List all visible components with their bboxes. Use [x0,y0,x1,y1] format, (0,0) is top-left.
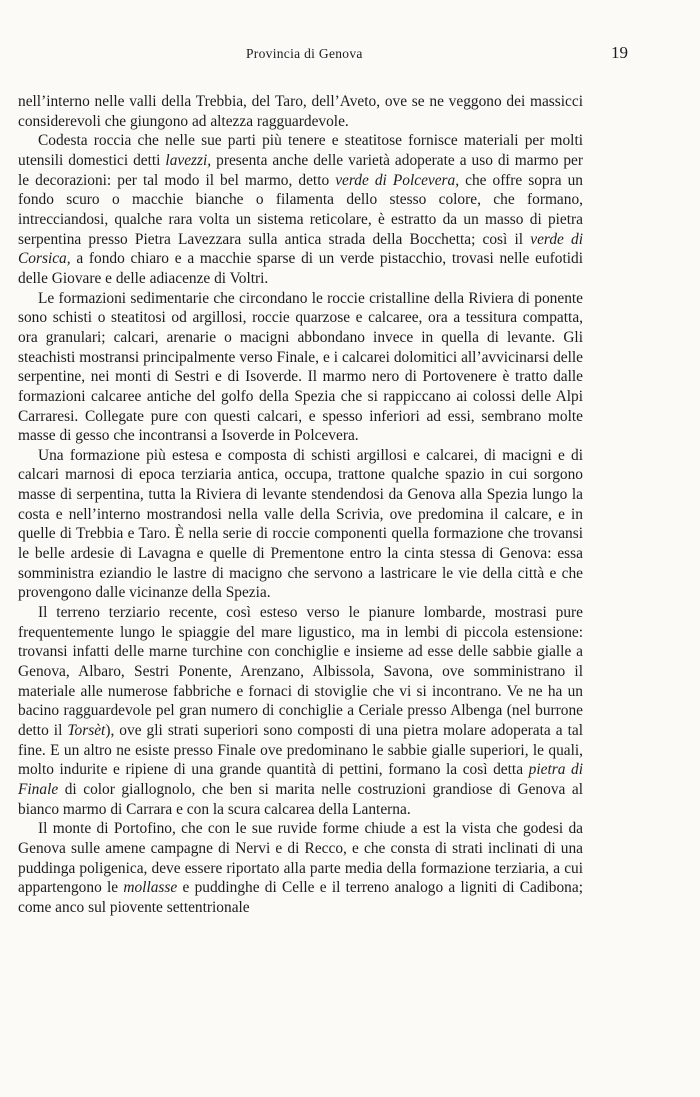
text-run: ), ove gli strati superiori sono composti di una pietra molare adoperata a tal fine. E un altro ne esiste presso Finale ove predominano le sabbie gialle superiori, le quali, molto indurite e ripiene di una grande quantità di pettini, formano la così detta [18,722,583,779]
text-run: nell’interno nelle valli della Trebbia, del Taro, dell’Aveto, ove se ne veggono dei massicci considerevoli che giungono ad altezza ragguardevole. [18,93,583,130]
italic-term: pietra di Finale [18,761,583,798]
text-run: Il terreno terziario recente, così esteso verso le pianure lombarde, mostrasi pure frequentemente lungo le spiaggie del mare ligustico, ma in lembi di piccola estensione: trovansi infatti delle marne turchine con conchiglie e insieme ad esse delle sabbie gialle a Genova, Albaro, Sestri Ponente, Arenzano, Albissola, Savona, ove somministrano il materiale alle numerose fabbriche e fornaci di stoviglie che vi si incontrano. Ve ne ha un bacino ragguardevole pel gran numero di conchiglie a Ceriale presso Albenga (nel burrone detto il [18,604,583,739]
text-run: Codesta roccia che nelle sue parti più tenere e steatitose fornisce materiali per molti utensili domestici detti [18,132,583,169]
paragraph [18,603,583,819]
text-run: Una formazione più estesa e composta di schisti argillosi e calcarei, di macigni e di calcari marnosi di epoca terziaria antica, occupa, trattone qualche spazio in cui sorgono masse di serpentina, tutta la Riviera di levante stendendosi da Genova alla Spezia lungo la costa e nell’interno mostrandosi nella valle della Scrivia, ove predomina il calcare, e in quelle di Trebbia e Taro. È nella serie di roccie componenti quella formazione che trovansi le belle ardesie di Lavagna e quelle di Prementone entro la cinta stessa di Genova: essa somministra eziandio le lastre di macigno che servono a lastricare le vie della città e che provengono dalle vicinanze della Spezia. [18,446,583,602]
text-run: di color giallognolo, che ben si marita nelle costruzioni grandiose di Genova al bianco marmo di Carrara e con la scura calcarea della Lanterna. [18,780,583,818]
text-run: e puddinghe di Celle e il terreno analogo a ligniti di Cadibona; come anco sul piovente settentrionale [18,879,583,916]
paragraph [18,446,583,603]
paragraph [18,819,583,917]
running-header [18,43,628,62]
text-run: Le formazioni sedimentarie che circondano le roccie cristalline della Riviera di ponente sono schisti o steatitosi od argillosi, roccie quarzose e calcaree, ora a tessitura compatta, ora granulari; calcari, arenarie o macigni abbondano invece in quella di levante. Gli steachisti mostransi principalmente verso Finale, e i calcarei dolomitici all’avvicinarsi delle serpentine, nei monti di Sestri e di Isoverde. Il marmo nero di Portovenere è tratto dalle formazioni calcaree antiche del golfo della Spezia che si rappiccano ai colossi delle Alpi Carraresi. Collegate pure con questi calcari, e spesso inferiori ad essi, sembrano molte masse di gesso che incontransi a Isoverde in Polcevera. [18,289,583,445]
italic-term: lavezzi, [165,151,212,169]
paragraph [18,289,583,446]
italic-term: Torsèt [67,722,106,739]
text-run: presenta anche delle varietà adoperate a uso di marmo per le decorazioni: per tal modo il bel marmo, detto [18,151,584,189]
running-title: Provincia di Genova [246,46,363,61]
text-run: a fondo chiaro e a macchie sparse di un verde pistacchio, trovasi nelle eufotidi delle Giovare e delle adiacenze di Voltri. [18,250,583,287]
paragraph [18,131,583,288]
text-run: che offre sopra un fondo scuro o macchie bianche o filamenta dello stesso colore, che formano, intrecciandosi, qualche rara volta un sistema reticolare, è estratto da un masso di pietra serpentina presso Pietra Lavezzara sulla antica strada della Bocchetta; così il [18,171,583,248]
italic-term: mollasse [123,879,178,897]
italic-term: verde di Polcevera, [335,171,460,189]
paragraph [18,92,583,131]
text-run: Il monte di Portofino, che con le sue ruvide forme chiude a est la vista che godesi da Genova sulle amene campagne di Nervi e di Recco, e che consta di strati inclinati di una puddinga poligenica, deve essere riportato alla parte media della formazione terziaria, a cui appartengono le [18,820,583,897]
body-text [18,92,583,918]
page-number: 19 [611,43,628,62]
italic-term: verde di Corsica, [18,230,583,268]
